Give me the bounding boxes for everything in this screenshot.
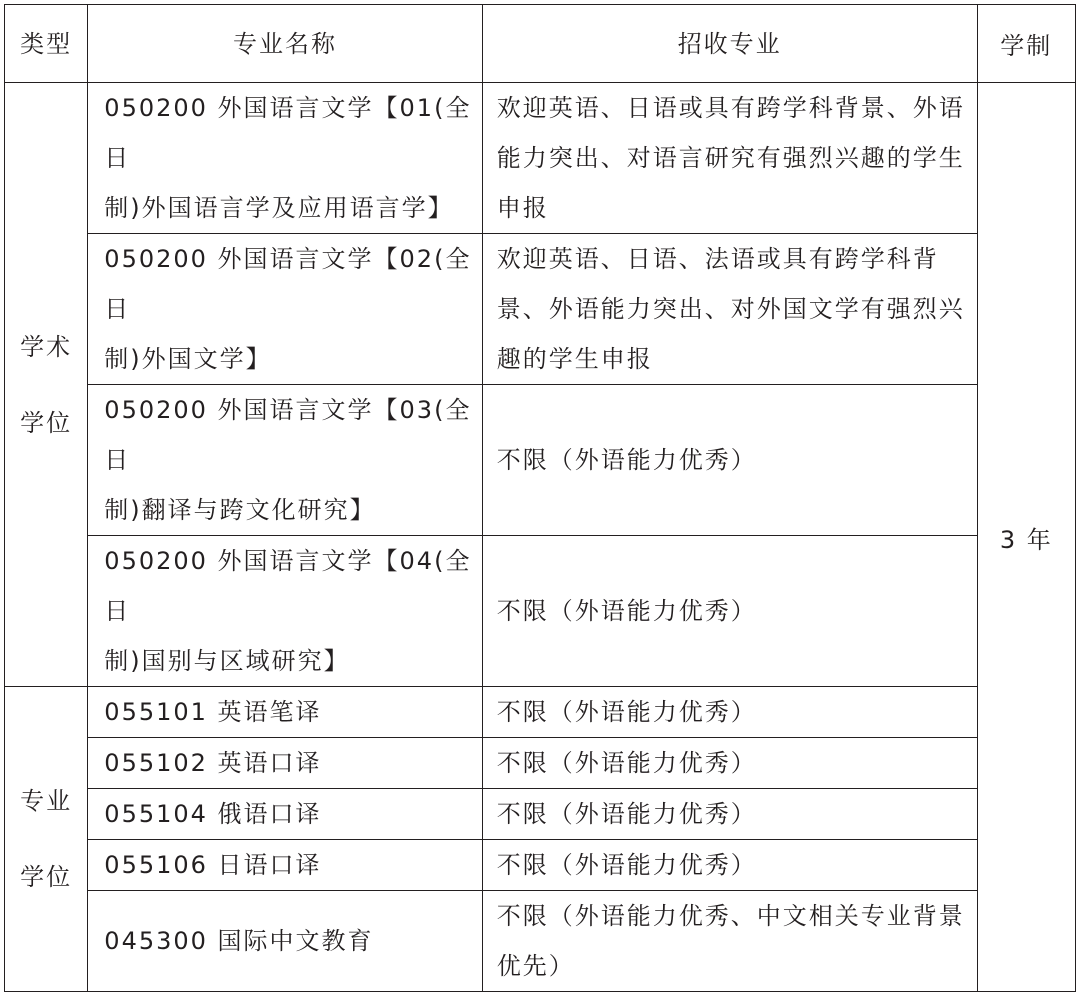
major-name-cell: 055101 英语笔译 [88, 687, 482, 738]
requirement-cell: 欢迎英语、日语、法语或具有跨学科背景、外语能力突出、对外国文学有强烈兴趣的学生申报 [482, 234, 977, 385]
table-row [5, 891, 1076, 992]
table-row [5, 840, 1076, 891]
table-row [5, 789, 1076, 840]
requirement-cell: 欢迎英语、日语或具有跨学科背景、外语能力突出、对语言研究有强烈兴趣的学生申报 [482, 83, 977, 234]
header-duration: 学制 [977, 5, 1075, 83]
table-header-row [5, 5, 1076, 83]
requirement-cell: 不限（外语能力优秀） [482, 385, 977, 536]
requirement-cell: 不限（外语能力优秀、中文相关专业背景优先） [482, 891, 977, 992]
table-row [5, 738, 1076, 789]
group-professional-degree: 专业 学位 [5, 687, 88, 992]
major-name-cell: 050200 外国语言文学【02(全日 制)外国文学】 [88, 234, 482, 385]
duration-cell: 3 年 [977, 83, 1075, 992]
header-type: 类型 [5, 5, 88, 83]
table-row [5, 234, 1076, 385]
requirement-cell: 不限（外语能力优秀） [482, 840, 977, 891]
header-major-name: 专业名称 [88, 5, 482, 83]
table-row [5, 687, 1076, 738]
table-row [5, 385, 1076, 536]
requirement-cell: 不限（外语能力优秀） [482, 789, 977, 840]
major-name-cell: 055106 日语口译 [88, 840, 482, 891]
major-name-cell: 050200 外国语言文学【03(全日 制)翻译与跨文化研究】 [88, 385, 482, 536]
requirement-cell: 不限（外语能力优秀） [482, 738, 977, 789]
header-enroll-major: 招收专业 [482, 5, 977, 83]
major-name-cell: 050200 外国语言文学【01(全日 制)外国语言学及应用语言学】 [88, 83, 482, 234]
table-row [5, 536, 1076, 687]
requirement-cell: 不限（外语能力优秀） [482, 536, 977, 687]
major-name-cell: 055104 俄语口译 [88, 789, 482, 840]
table-row [5, 83, 1076, 234]
major-name-cell: 055102 英语口译 [88, 738, 482, 789]
major-name-cell: 045300 国际中文教育 [88, 891, 482, 992]
requirement-cell: 不限（外语能力优秀） [482, 687, 977, 738]
major-name-cell: 050200 外国语言文学【04(全日 制)国别与区域研究】 [88, 536, 482, 687]
group-academic-degree: 学术 学位 [5, 83, 88, 687]
admissions-table [4, 4, 1076, 992]
